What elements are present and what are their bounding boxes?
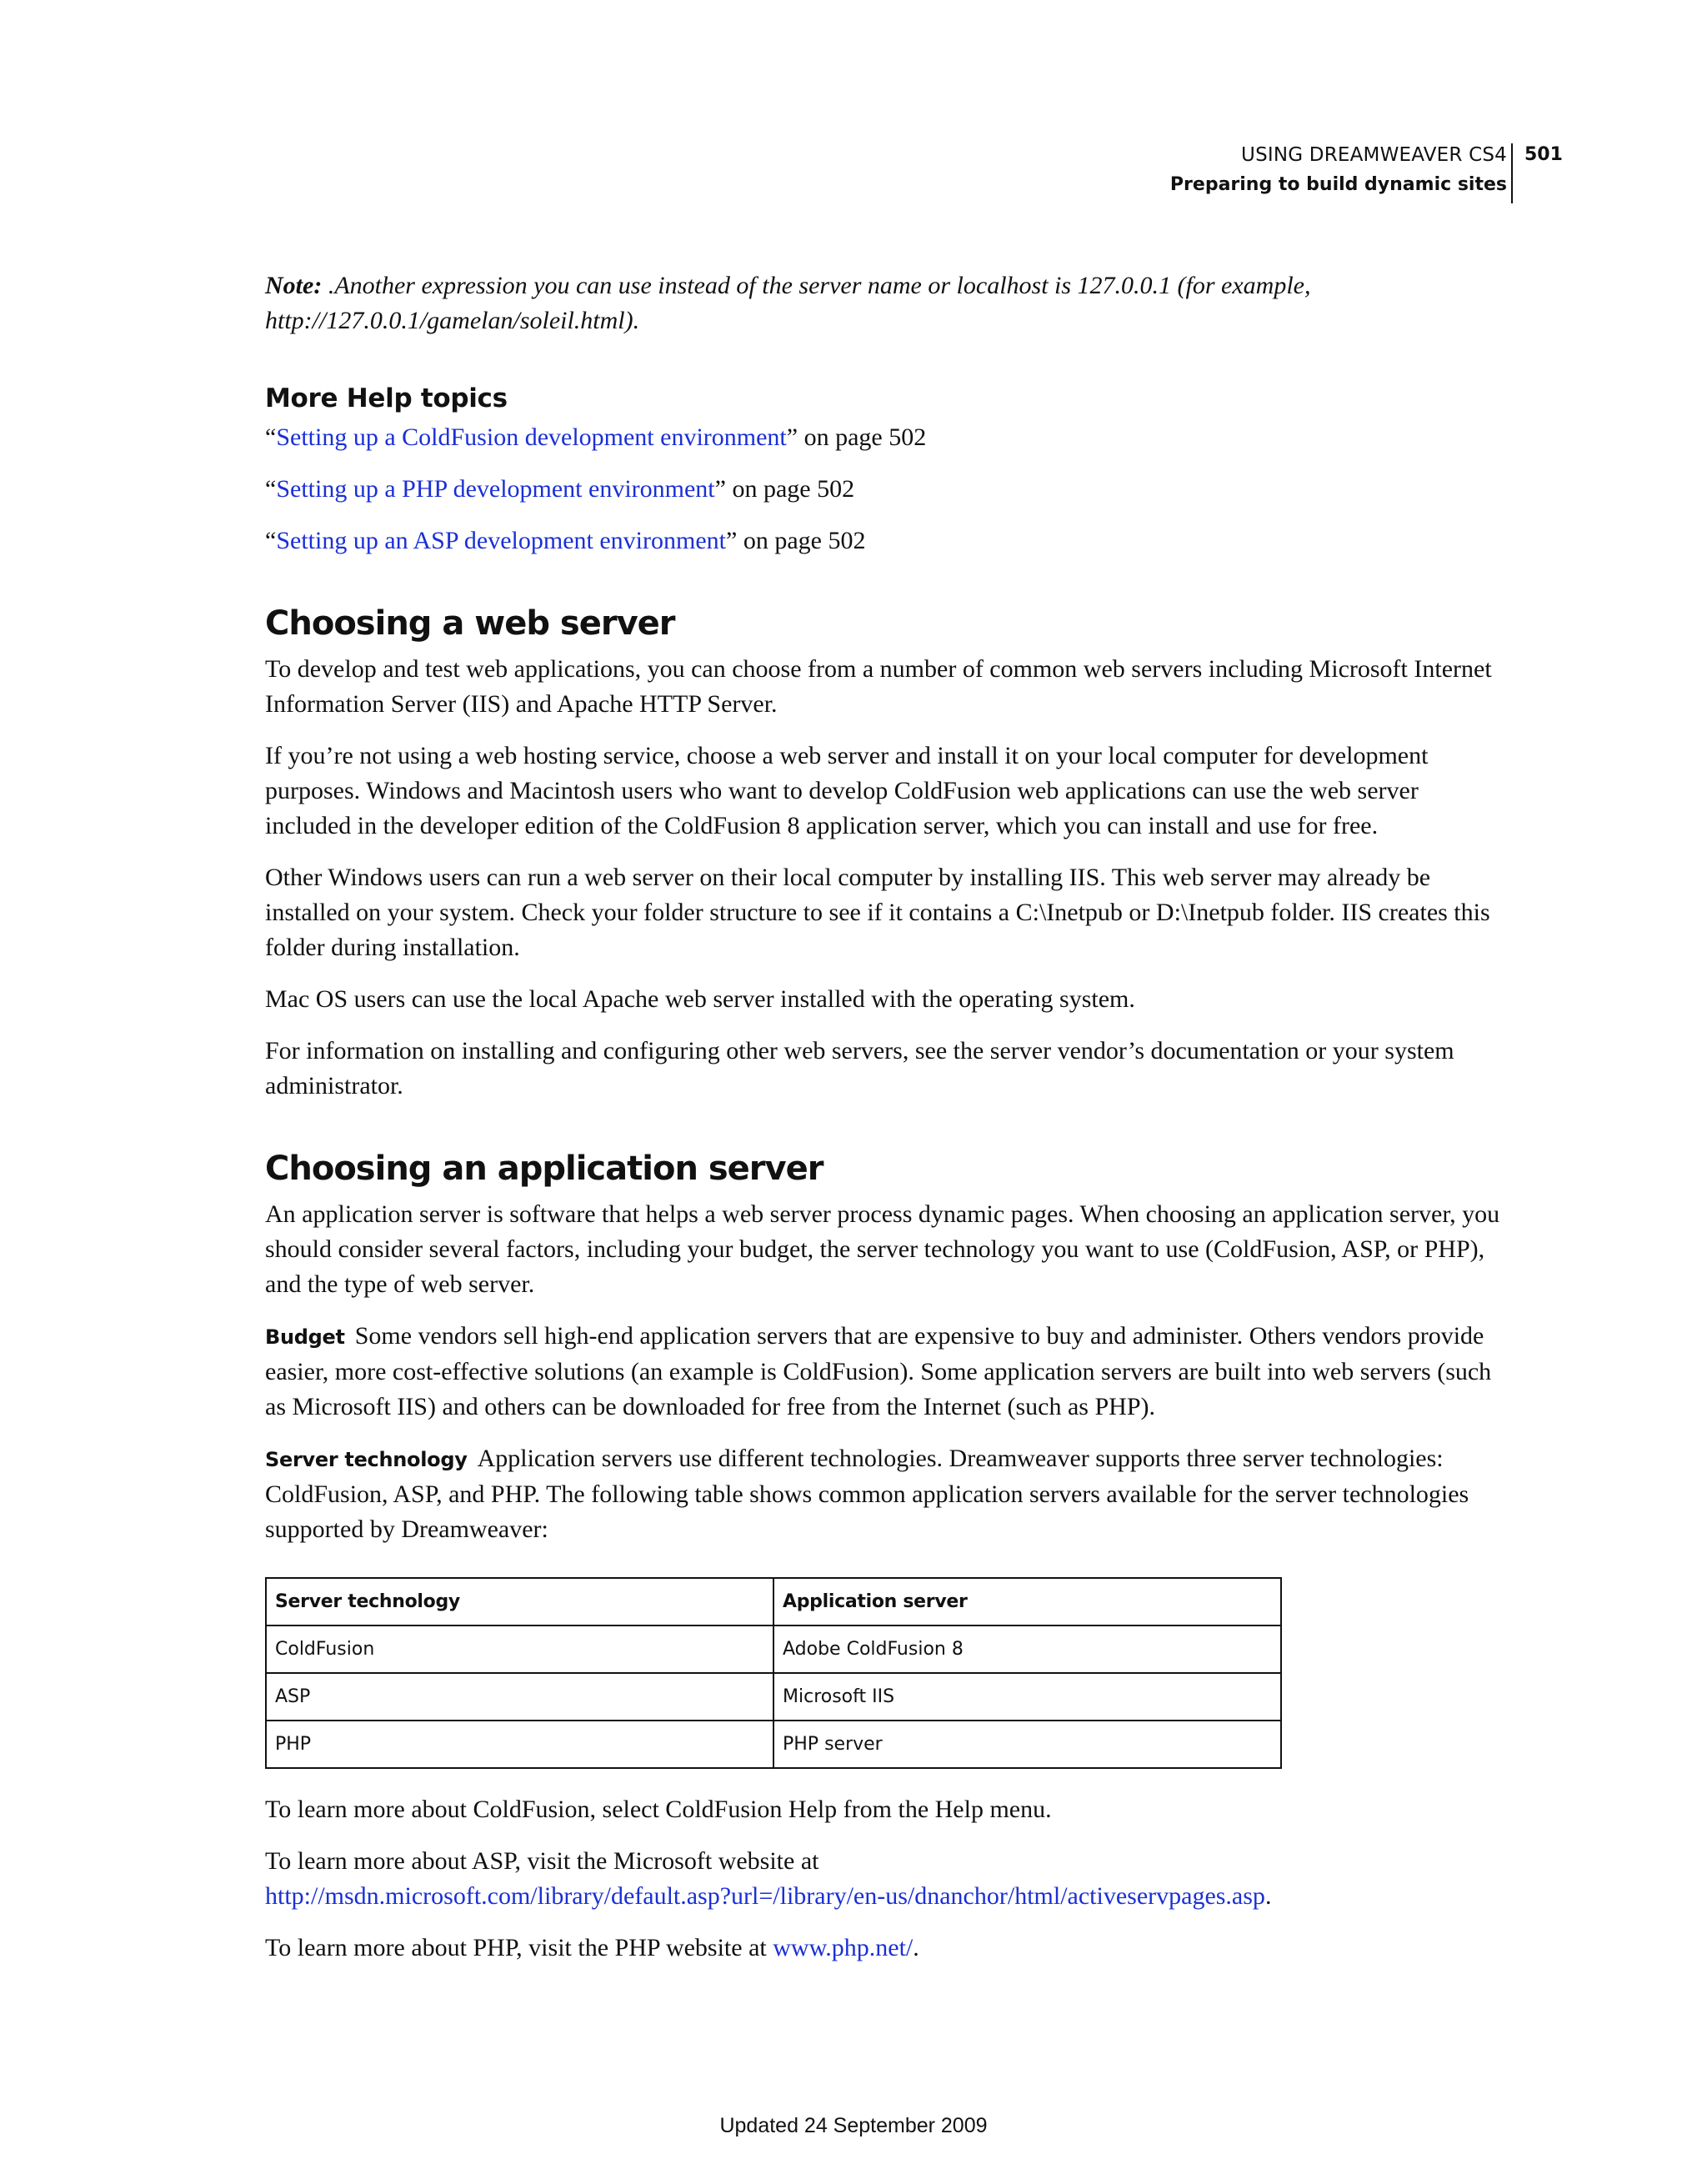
php-link[interactable]: www.php.net/: [773, 1934, 914, 1961]
running-head: [1170, 140, 1507, 200]
server-tech-label: Server technology: [265, 1448, 468, 1471]
column-header: Application server: [773, 1578, 1281, 1625]
coldfusion-help-text: To learn more about ColdFusion, select ColdFusion Help from the Help menu.: [265, 1796, 1052, 1823]
help-link-item: “Setting up an ASP development environment” on page 502: [265, 527, 866, 554]
more-help-title: More Help topics: [265, 383, 508, 413]
paragraph: For information on installing and configuring other web servers, see the server vendor’s documentation or your system administrator.: [265, 1037, 1454, 1100]
table-header-row: [266, 1578, 1281, 1625]
paragraph: An application server is software that helps a web server process dynamic pages. When choosing an application server, you should consider several factors, including your budget, the server technology you want to use (ColdFusion, ASP, or PHP), and the type of web server.: [265, 1200, 1500, 1298]
table-cell: PHP: [266, 1721, 773, 1768]
note-text: .Another expression you can use instead of the server name or localhost is 127.0.0.1 (for example, http://127.0.0.1/gamelan/soleil.html).: [265, 272, 1311, 334]
budget-paragraph: [265, 1319, 1507, 1425]
help-link-coldfusion[interactable]: Setting up a ColdFusion development environment: [276, 423, 787, 451]
page-footer: Updated 24 September 2009: [719, 2114, 988, 2137]
header-divider: [1511, 143, 1513, 203]
note: [265, 268, 1507, 338]
php-paragraph: To learn more about PHP, visit the PHP website at www.php.net/.: [265, 1934, 919, 1961]
note-label: Note:: [265, 272, 323, 299]
help-link-item: “Setting up a PHP development environment” on page 502: [265, 475, 855, 503]
paragraph: Mac OS users can use the local Apache web server installed with the operating system.: [265, 985, 1135, 1013]
heading-web-server: Choosing a web server: [265, 604, 675, 643]
table-cell: Adobe ColdFusion 8: [773, 1625, 1281, 1673]
page-content: [265, 268, 1507, 1982]
help-link-item: “Setting up a ColdFusion development environment” on page 502: [265, 423, 927, 451]
help-link-asp[interactable]: Setting up an ASP development environment: [276, 527, 726, 554]
table-row: [266, 1625, 1281, 1673]
table-row: [266, 1673, 1281, 1721]
asp-paragraph: To learn more about ASP, visit the Microsoft website at http://msdn.microsoft.com/library/default.asp?url=/library/en-us/dnanchor/html/activeservpages.asp.: [265, 1847, 1272, 1910]
server-tech-paragraph: [265, 1441, 1507, 1547]
page-header: [0, 140, 1707, 203]
page-number: 501: [1524, 144, 1563, 165]
book-title: USING DREAMWEAVER CS4: [1241, 144, 1507, 166]
paragraph: To develop and test web applications, you can choose from a number of common web servers including Microsoft Internet Information Server (IIS) and Apache HTTP Server.: [265, 655, 1492, 718]
asp-link[interactable]: http://msdn.microsoft.com/library/default.asp?url=/library/en-us/dnanchor/html/activeservpages.asp: [265, 1882, 1265, 1910]
budget-text: Some vendors sell high-end application servers that are expensive to buy and administer. Others vendors provide easier, more cost-effective solutions (an example is ColdFusion). Some application servers are built into web servers (such as Microsoft IIS) and others can be downloaded for free from the Internet (such as PHP).: [265, 1322, 1492, 1420]
server-table: [265, 1577, 1282, 1769]
table-cell: ColdFusion: [266, 1625, 773, 1673]
help-link-php[interactable]: Setting up a PHP development environment: [276, 475, 715, 503]
table-cell: PHP server: [773, 1721, 1281, 1768]
table-cell: Microsoft IIS: [773, 1673, 1281, 1721]
table-row: [266, 1721, 1281, 1768]
paragraph: Other Windows users can run a web server on their local computer by installing IIS. This web server may already be installed on your system. Check your folder structure to see if it contains a C:\Inetpub or D:\Inetpub folder. IIS creates this folder during installation.: [265, 864, 1490, 961]
paragraph: If you’re not using a web hosting service, choose a web server and install it on your local computer for development purposes. Windows and Macintosh users who want to develop ColdFusion web applications can use the web server included in the developer edition of the ColdFusion 8 application server, which you can install and use for free.: [265, 742, 1429, 839]
budget-label: Budget: [265, 1325, 345, 1349]
column-header: Server technology: [266, 1578, 773, 1625]
table-cell: ASP: [266, 1673, 773, 1721]
section-title: Preparing to build dynamic sites: [1169, 174, 1507, 195]
server-tech-text: Application servers use different technologies. Dreamweaver supports three server technologies: ColdFusion, ASP, and PHP. The following table shows common application servers available for the server technologies supported by Dreamweaver:: [265, 1445, 1469, 1543]
heading-app-server: Choosing an application server: [265, 1150, 823, 1188]
